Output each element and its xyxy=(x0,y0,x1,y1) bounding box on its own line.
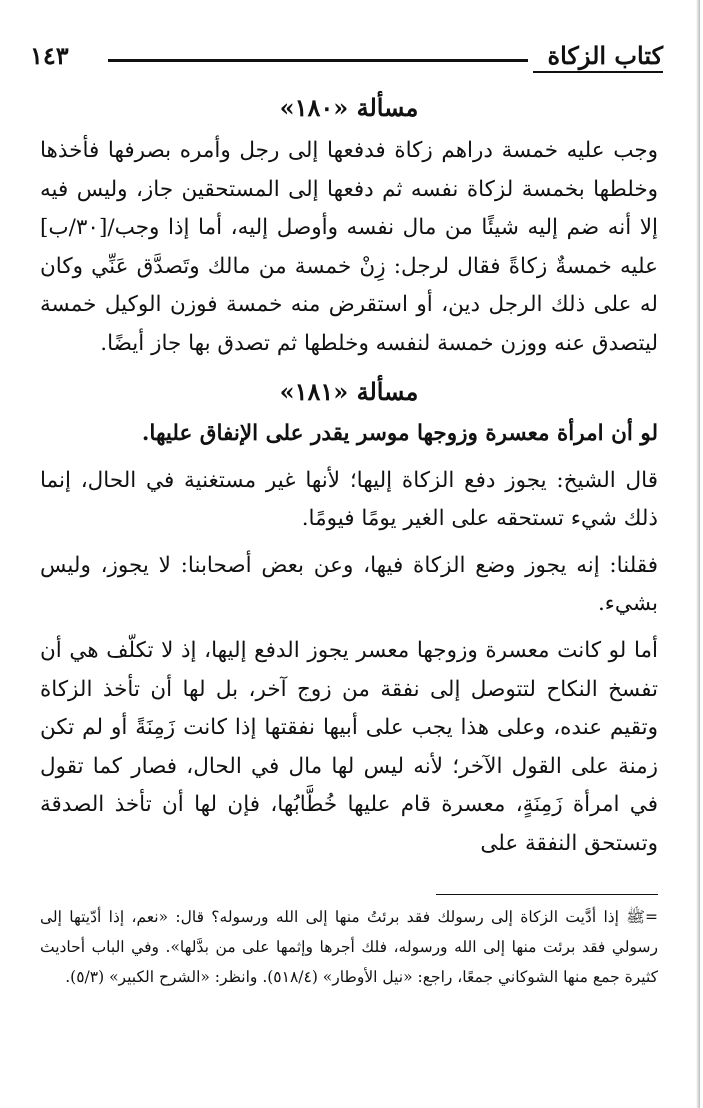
footnote-text: =ﷺ إذا أدَّيت الزكاة إلى رسولك فقد برئتُ منها إلى الله ورسوله؟ قال: «نعم، إذا أدّيتها إلى رسولي فقد برئت منها إلى الله ورسوله، فلك أجرها وإثمها على من بدَّلها». وفي الباب أحاديث كثيرة جمع منها الشوكاني جمعًا، راجع: «نيل الأوطار» (٥١٨/٤). وانظر: «الشرح الكبير» (٥/٣). xyxy=(40,908,658,986)
footnote xyxy=(40,902,658,992)
issue-heading-181: مسألة «١٨١» xyxy=(279,376,419,406)
page-header xyxy=(30,38,663,78)
issue-181-paragraph-2: فقلنا: إنه يجوز وضع الزكاة فيها، وعن بعض أصحابنا: لا يجوز، وليس بشيء. xyxy=(40,552,658,617)
issue-181-question: لو أن امرأة معسرة وزوجها موسر يقدر على الإنفاق عليها. xyxy=(141,420,658,446)
page-number: ١٤٣ xyxy=(30,41,69,70)
header-rule xyxy=(108,59,528,62)
issue-heading-180: مسألة «١٨٠» xyxy=(279,93,419,122)
book-spine-shadow xyxy=(696,0,700,1108)
main-content xyxy=(40,88,658,864)
issue-181-paragraph-1: قال الشيخ: يجوز دفع الزكاة إليها؛ لأنها غير مستغنية في الحال، إنما ذلك شيء تستحقه على الغير يومًا فيومًا. xyxy=(40,467,658,532)
issue-180-paragraph: وجب عليه خمسة دراهم زكاة فدفعها إلى رجل وأمره بصرفها فأخذها وخلطها بخمسة لزكاة نفسه ثم دفعها إلى المستحقين جاز، وليس فيه إلا أنه ضم إليه شيئًا من مال نفسه وأوصل إليه، أما إذا وجب/[٣٠/ب] عليه خمسةٌ زكاةً فقال لرجل: زِنْ خمسة من مالك وتَصدَّق عَنِّي وكان له على ذلك الرجل دين، أو استقرض منه خمسة فوزن الوكيل خمسة ليتصدق عنه ووزن خمسة لنفسه وخلطها ثم تصدق بها جاز أيضًا. xyxy=(40,138,658,356)
footnote-separator xyxy=(436,894,658,895)
issue-181-paragraph-3: أما لو كانت معسرة وزوجها معسر يجوز الدفع إليها، إذ لا تكلّف هي أن تفسخ النكاح لتتوصل إلى نفقة من زوج آخر، بل لها أن تأخذ الزكاة وتقيم عنده، وعلى هذا يجب على أبيها نفقتها إذا كانت زَمِنَةً أو لم تكن زمنة على القول الآخر؛ لأنه ليس لها مال في الحال، فصار كما تقول في امرأة زَمِنَةٍ، معسرة قام عليها خُطَّابُها، فإن لها أن تأخذ الصدقة وتستحق النفقة على xyxy=(40,637,658,856)
book-title-underline xyxy=(533,71,663,73)
book-title: كتاب الزكاة xyxy=(547,41,663,70)
